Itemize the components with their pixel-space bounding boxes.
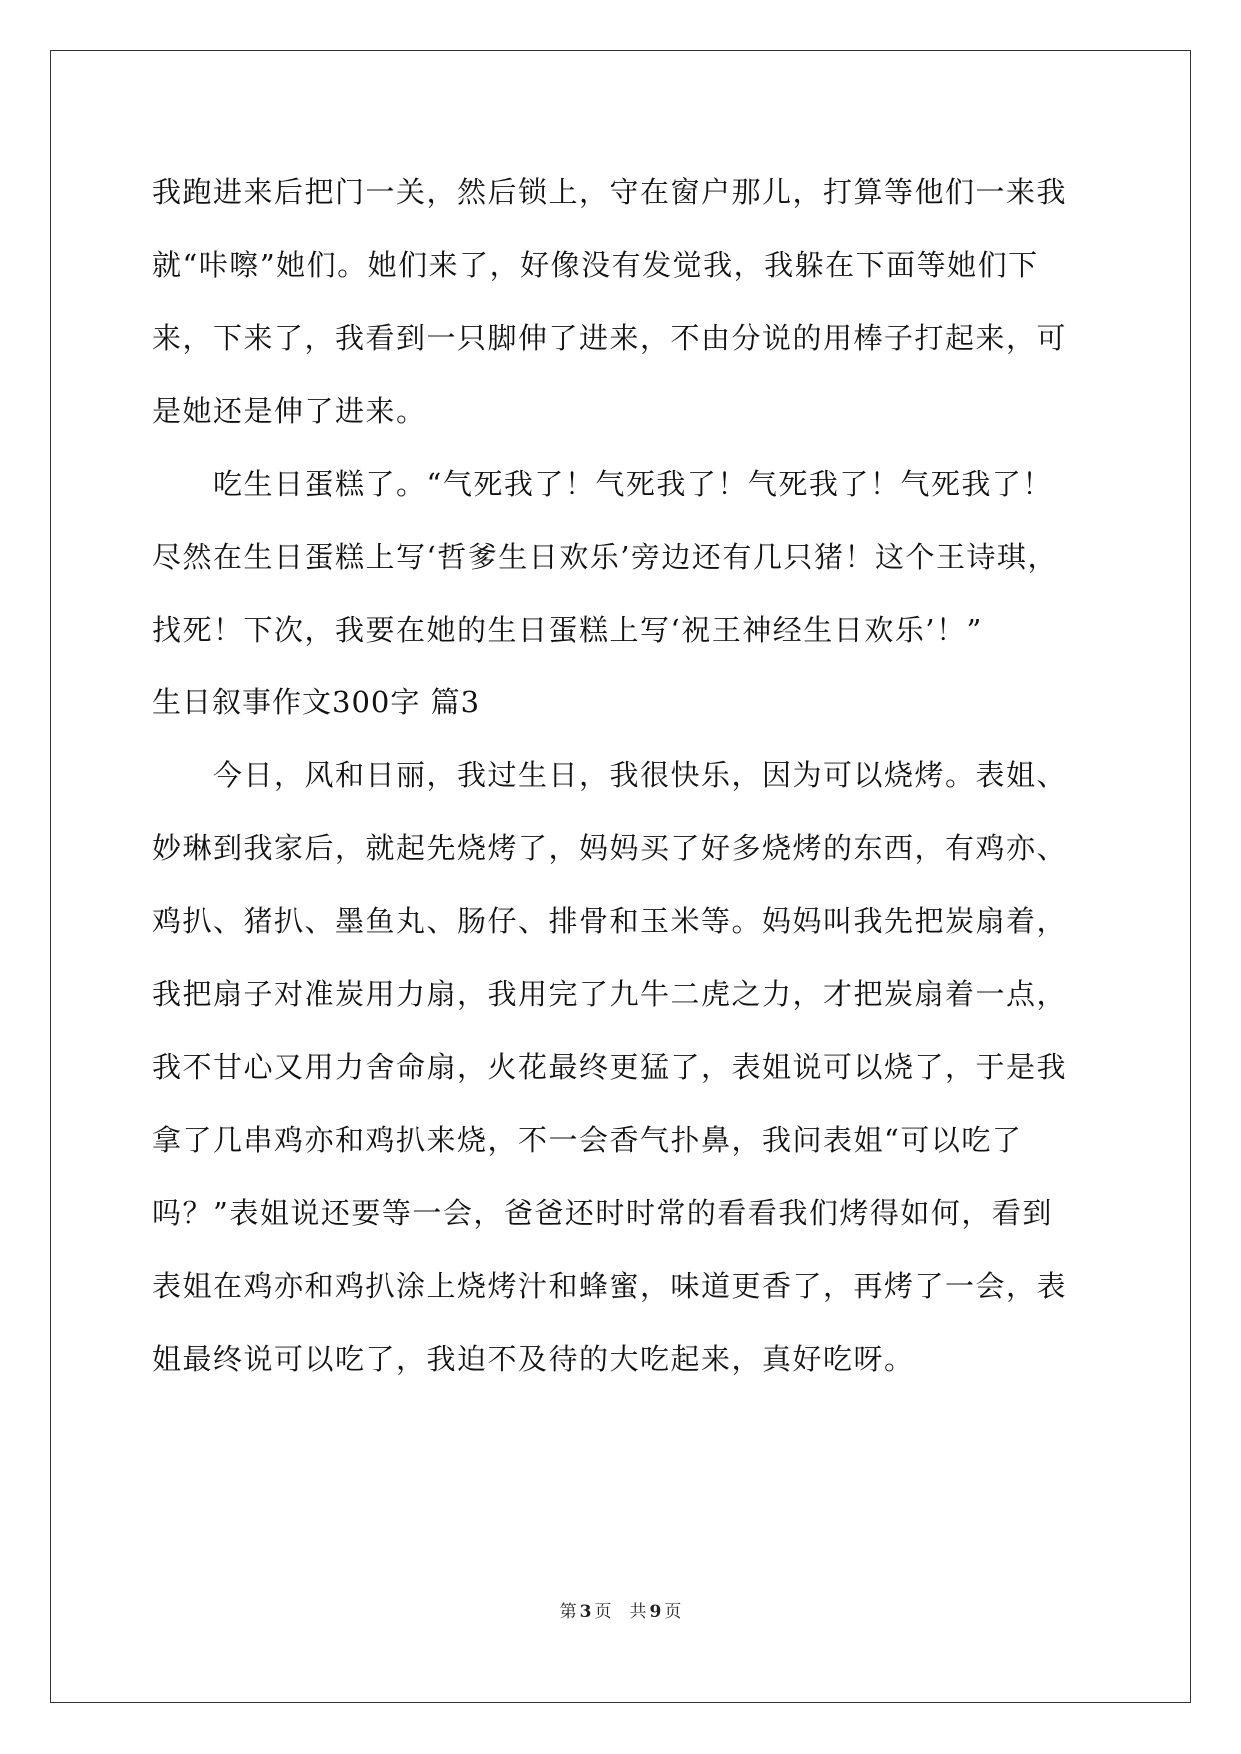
paragraph-2-line-2: 尽然在生日蛋糕上写‘哲爹生日欢乐’旁边还有几只猪！这个王诗琪， xyxy=(152,540,1058,574)
paragraph-1-line-3: 来，下来了，我看到一只脚伸了进来，不由分说的用棒子打起来，可 xyxy=(152,321,1068,355)
paragraph-3-line-3: 鸡扒、猪扒、墨鱼丸、肠仔、排骨和玉米等。妈妈叫我先把炭扇着， xyxy=(152,904,1068,938)
paragraph-2-line-3: 找死！下次，我要在她的生日蛋糕上写‘祝王神经生日欢乐’！” xyxy=(152,613,983,647)
paragraph-3-line-4: 我把扇子对准炭用力扇，我用完了九牛二虎之力，才把炭扇着一点， xyxy=(152,977,1068,1011)
page-border xyxy=(50,50,1191,1703)
paragraph-3-line-5: 我不甘心又用力舍命扇，火花最终更猛了，表姐说可以烧了，于是我 xyxy=(152,1050,1068,1084)
paragraph-3-line-6: 拿了几串鸡亦和鸡扒来烧，不一会香气扑鼻，我问表姐“可以吃了 xyxy=(152,1123,1023,1157)
paragraph-3-line-2: 妙琳到我家后，就起先烧烤了，妈妈买了好多烧烤的东西，有鸡亦、 xyxy=(152,831,1068,865)
paragraph-3-line-1: 今日，风和日丽，我过生日，我很快乐，因为可以烧烤。表姐、 xyxy=(213,758,1068,792)
total-pages-suffix: 页 xyxy=(664,1602,682,1622)
total-pages-number: 9 xyxy=(649,1602,662,1622)
paragraph-1-line-1: 我跑进来后把门一关，然后锁上，守在窗户那儿，打算等他们一来我 xyxy=(152,175,1068,209)
paragraph-3-line-9: 姐最终说可以吃了，我迫不及待的大吃起来，真好吃呀。 xyxy=(152,1342,915,1376)
paragraph-3-line-7: 吗？”表姐说还要等一会，爸爸还时时常的看看我们烤得如何，看到 xyxy=(152,1196,1053,1230)
page-number-suffix: 页 xyxy=(594,1602,612,1622)
paragraph-1-line-4: 是她还是伸了进来。 xyxy=(152,394,427,428)
total-pages-prefix: 共 xyxy=(629,1602,647,1622)
paragraph-1-line-2: 就“咔嚓”她们。她们来了，好像没有发觉我，我躲在下面等她们下 xyxy=(152,248,1039,282)
page-footer xyxy=(0,1601,1241,1623)
current-page-number: 3 xyxy=(579,1602,592,1622)
page-number-prefix: 第 xyxy=(559,1602,577,1622)
paragraph-3-line-8: 表姐在鸡亦和鸡扒涂上烧烤汁和蜂蜜，味道更香了，再烤了一会，表 xyxy=(152,1269,1068,1303)
paragraph-2-line-1: 吃生日蛋糕了。“气死我了！气死我了！气死我了！气死我了！ xyxy=(213,467,1053,501)
section-heading: 生日叙事作文300字 篇3 xyxy=(152,685,481,719)
